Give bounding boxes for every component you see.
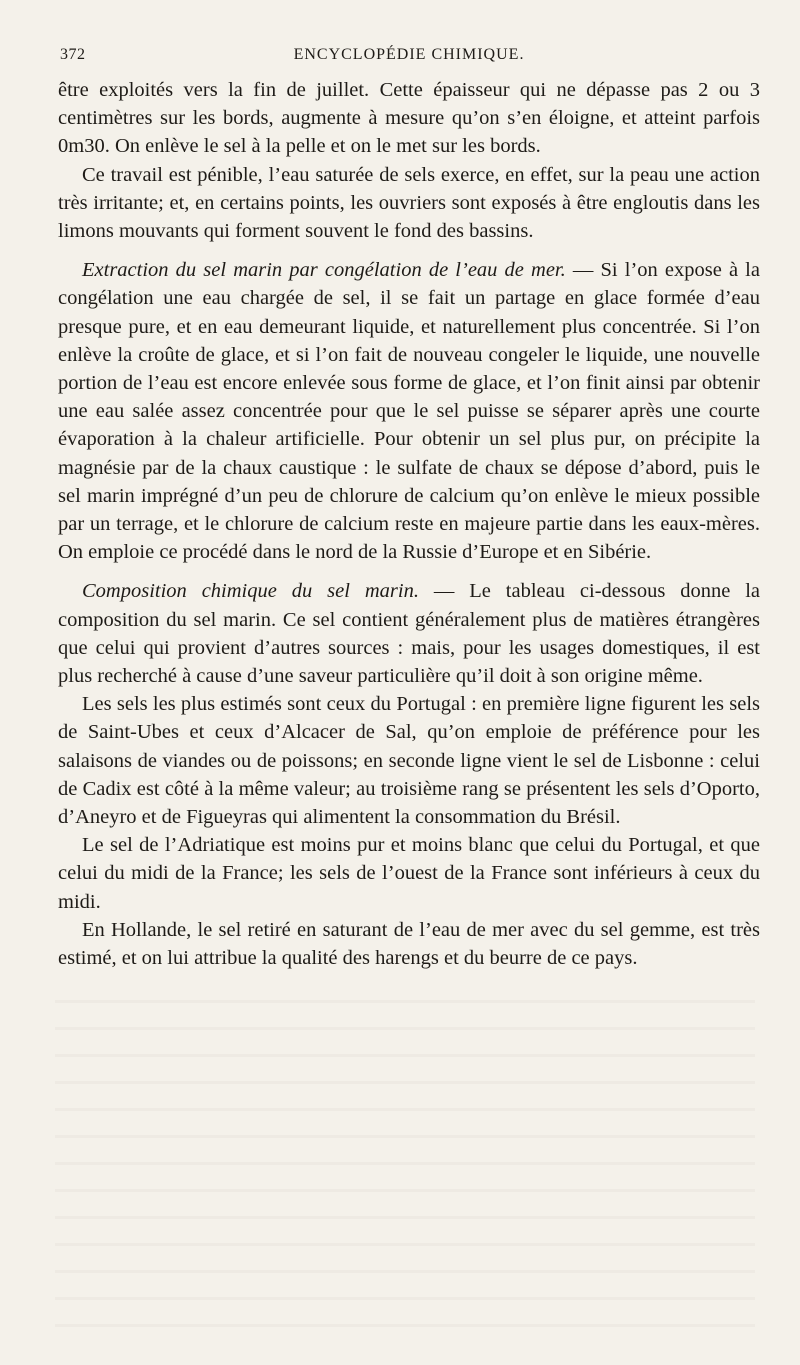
- paragraph-adriatic-salt: Le sel de l’Adriatique est moins pur et moins blanc que celui du Portugal, et que celui du midi de la France; les sels de l’ouest de la France sont inférieurs à ceux du midi.: [58, 834, 760, 913]
- paragraph-work-conditions: Ce travail est pénible, l’eau saturée de sels exerce, en effet, sur la peau une action très irritante; et, en certains points, les ouvriers sont exposés à être engloutis dans les limons mouvants qui forment souvent le fond des bassins.: [58, 163, 760, 243]
- running-title: ENCYCLOPÉDIE CHIMIQUE.: [293, 46, 525, 63]
- body-text: [58, 76, 760, 972]
- page-number: 372: [60, 46, 86, 63]
- paragraph-portugal-salts: Les sels les plus estimés sont ceux du Portugal : en première ligne figurent les sels de Saint-Ubes et ceux d’Alcacer de Sal, qu’on emploie de préférence pour les salaisons de viandes ou de poissons; en seconde ligne vient le sel de Lisbonne : celui de Cadix est côté à la même valeur; au troisième rang se présentent les sels d’Oporto, d’Aneyro et de Figueyras qui alimentent la consommation du Brésil.: [58, 693, 760, 829]
- section-title-composition: Composition chimique du sel marin.: [82, 580, 419, 603]
- section-body-extraction: — Si l’on expose à la congélation une eau chargée de sel, il se fait un partage en glace formée d’eau presque pure, et en eau demeurant liquide, et naturellement plus concentrée. Si l’on enlève la croûte de glace, et si l’on fait de nouveau congeler le liquide, une nouvelle portion de l’eau est encore enlevée sous forme de glace, et l’on finit ainsi par obtenir une eau salée assez concentrée pour que le sel puisse se séparer après une courte évaporation à la chaleur artificielle. Pour obtenir un sel plus pur, on précipite la magnésie par de la chaux caustique : le sulfate de chaux se dépose d’abord, puis le sel marin imprégné d’un peu de chlorure de calcium qu’on enlève le mieux possible par un terrage, et le chlorure de calcium reste en majeure partie dans les eaux-mères. On emploie ce procédé dans le nord de la Russie d’Europe et en Sibérie.: [58, 259, 760, 564]
- paragraph-continued: être exploités vers la fin de juillet. Cette épaisseur qui ne dépasse pas 2 ou 3 centimètres sur les bords, augmente à mesure qu’on s’en éloigne, et atteint parfois 0m30. On enlève le sel à la pelle et on le met sur les bords.: [58, 79, 760, 158]
- section-title-extraction: Extraction du sel marin par congélation de l’eau de mer.: [82, 259, 566, 282]
- section-extraction-by-freezing: [58, 256, 760, 566]
- section-body-composition: — Le tableau ci-dessous donne la composition du sel marin. Ce sel contient généralement plus de matières étrangères que celui qui provient d’autres sources : mais, pour les usages domestiques, il est plus recherché à cause d’une saveur particulière qu’il doit à son origine même.: [58, 580, 761, 688]
- section-chemical-composition: [58, 577, 760, 690]
- running-header: [58, 46, 760, 76]
- paragraph-holland-salt: En Hollande, le sel retiré en saturant de l’eau de mer avec du sel gemme, est très estimé, et on lui attribue la qualité des harengs et du beurre de ce pays.: [58, 918, 760, 970]
